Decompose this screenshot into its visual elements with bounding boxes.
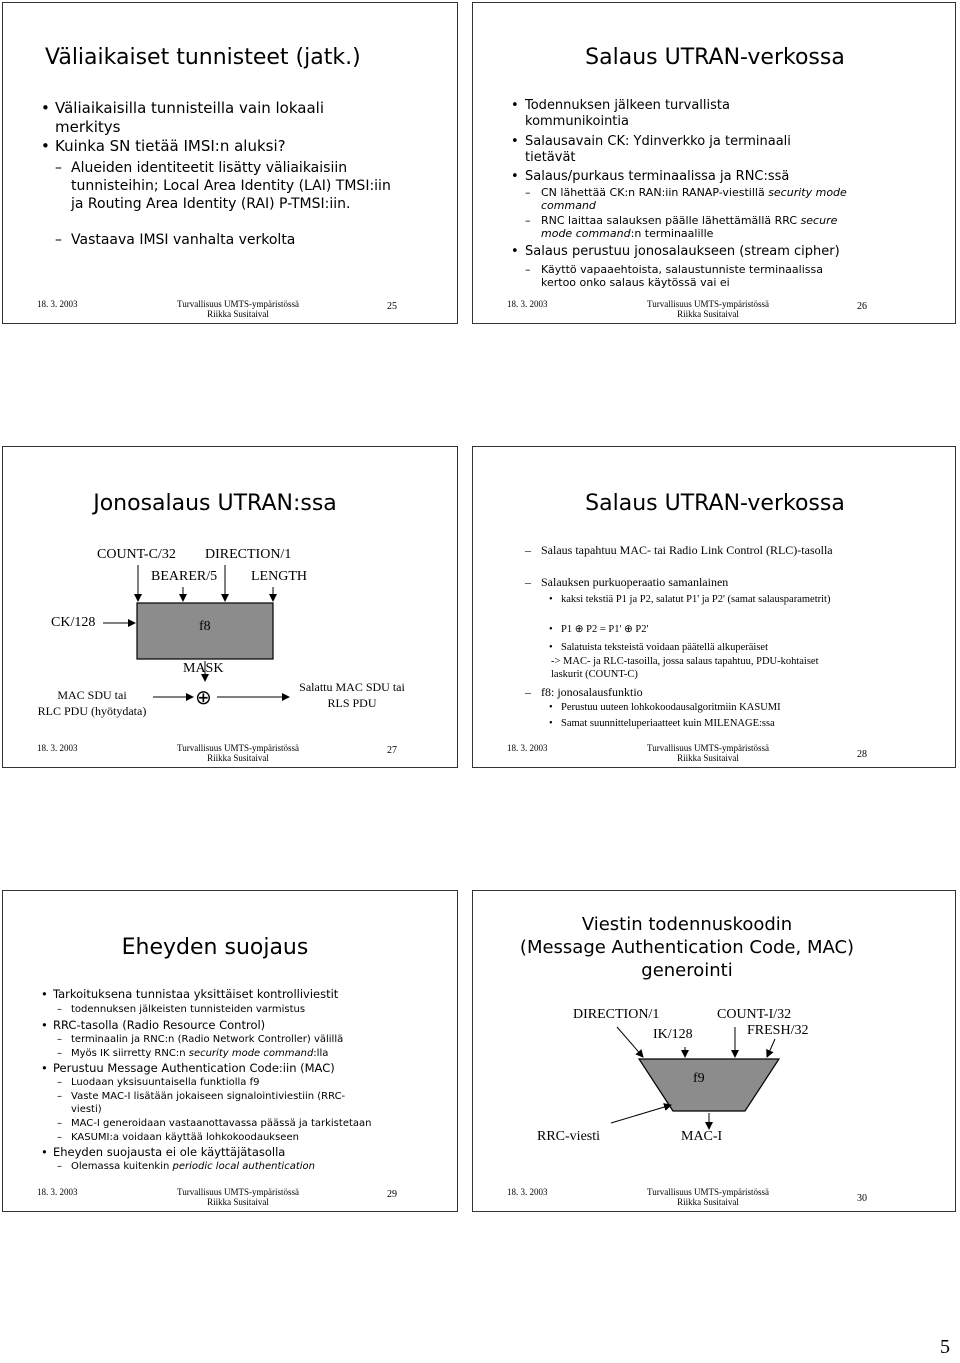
slide-27 — [2, 446, 458, 768]
input-data: MAC SDU tai RLC PDU (hyötydata) — [37, 688, 147, 718]
sub-bullet: – MAC-I generoidaan vastaanottavassa päässä ja tarkistetaan — [57, 1118, 372, 1129]
count-label: COUNT-C/32 — [97, 547, 176, 562]
bullet: • Eheyden suojausta ei ole käyttäjätasolla — [41, 1145, 286, 1159]
footer-date: 18. 3. 2003 — [37, 299, 78, 309]
bullet: • Perustuu Message Authentication Code:iin (MAC) — [41, 1061, 335, 1075]
length-label: LENGTH — [251, 569, 307, 584]
list-item: • Samat suunnitteluperiaatteet kuin MILENAGE:ssa — [549, 718, 775, 729]
ck-label: CK/128 — [51, 615, 96, 630]
bullet: • Tarkoituksena tunnistaa yksittäiset kontrolliviestit — [41, 987, 339, 1001]
rrc-label: RRC-viesti — [537, 1129, 601, 1144]
footer-course: Turvallisuus UMTS-ympäristössä Riikka Susitaival — [647, 299, 769, 319]
footer-course: Turvallisuus UMTS-ympäristössä Riikka Susitaival — [177, 743, 299, 763]
sub-bullet: – terminaalin ja RNC:n (Radio Network Controller) välillä — [57, 1034, 344, 1045]
slide-title: Väliaikaiset tunnisteet (jatk.) — [45, 45, 361, 70]
direction-label: DIRECTION/1 — [205, 547, 292, 562]
sub-bullet: – KASUMI:a voidaan käyttää lohkokoodaukseen — [57, 1132, 299, 1143]
bullet: • Todennuksen jälkeen turvallista kommunikointia — [511, 98, 730, 129]
sub-bullet: – RNC laittaa salauksen päälle lähettämällä RRC secure mode command:n terminaalille — [525, 214, 838, 240]
slide-28 — [472, 446, 956, 768]
slide-title: Salaus UTRAN-verkossa — [585, 45, 845, 70]
fresh-label: FRESH/32 — [747, 1023, 809, 1038]
maci-label: MAC-I — [681, 1129, 723, 1144]
bullet: • Salaus perustuu jonosalaukseen (stream cipher) — [511, 244, 840, 259]
f8-label: f8 — [199, 619, 211, 634]
direction-label: DIRECTION/1 — [573, 1007, 660, 1022]
slide-title: Jonosalaus UTRAN:ssa — [93, 491, 337, 516]
f9-label: f9 — [693, 1071, 705, 1086]
sub-bullet: – Myös IK siirretty RNC:n security mode command:lla — [57, 1048, 329, 1059]
list-item: • Perustuu uuteen lohkokoodausalgoritmiin KASUMI — [549, 702, 781, 713]
output-data: Salattu MAC SDU tai RLS PDU — [299, 680, 405, 710]
slide-25 — [2, 2, 458, 324]
mac-diagram-lines — [473, 891, 957, 1213]
list-item: • Salatuista teksteistä voidaan päätellä alkuperäiset — [549, 642, 769, 653]
slide-number: 25 — [387, 301, 397, 312]
bullet: • Kuinka SN tietää IMSI:n aluksi? — [41, 137, 286, 155]
footer-course: Turvallisuus UMTS-ympäristössä Riikka Susitaival — [177, 299, 299, 319]
bullet: • Väliaikaisilla tunnisteilla vain lokaali merkitys — [41, 99, 324, 136]
footer-course: Turvallisuus UMTS-ympäristössä Riikka Susitaival — [647, 1187, 769, 1207]
list-item: – Salauksen purkuoperaatio samanlainen — [525, 575, 729, 589]
slide-30 — [472, 890, 956, 1212]
footer-date: 18. 3. 2003 — [507, 1187, 548, 1197]
sub-bullet: – Alueiden identiteetit lisätty väliaikaisiin tunnisteihin; Local Area Identity (LAI) TMSI:iin ja Routing Area Identity (RAI) P-TMSI:iin. — [55, 160, 391, 212]
mask-label: MASK — [183, 661, 224, 676]
list-item: – f8: jonosalausfunktio — [525, 685, 643, 699]
list-item: • kaksi tekstiä P1 ja P2, salatut P1' ja P2' (samat salausparametrit) — [549, 594, 831, 605]
footer-date: 18. 3. 2003 — [37, 1187, 78, 1197]
slide-number: 29 — [387, 1189, 397, 1200]
sub-bullet: – CN lähettää CK:n RAN:iin RANAP-viestillä security mode command — [525, 186, 847, 212]
footer-date: 18. 3. 2003 — [507, 299, 548, 309]
ik-label: IK/128 — [653, 1027, 693, 1042]
slide-26 — [472, 2, 956, 324]
slide-title: Viestin todennuskoodin (Message Authentication Code, MAC) generointi — [519, 914, 855, 981]
slide-29 — [2, 890, 458, 1212]
bullet: • Salaus/purkaus terminaalissa ja RNC:ssä — [511, 169, 790, 184]
sub-bullet: – Käyttö vapaaehtoista, salaustunniste terminaalissa kertoo onko salaus käytössä vai ei — [525, 263, 823, 289]
sub-bullet: – Vastaava IMSI vanhalta verkolta — [55, 232, 296, 248]
slide-title: Eheyden suojaus — [121, 935, 309, 960]
sub-bullet: – Luodaan yksisuuntaisella funktiolla f9 — [57, 1077, 260, 1088]
slide-number: 26 — [857, 301, 867, 312]
list-item: -> MAC- ja RLC-tasoilla, jossa salaus tapahtuu, PDU-kohtaiset laskurit (COUNT-C) — [551, 656, 819, 680]
footer-date: 18. 3. 2003 — [37, 743, 78, 753]
sub-bullet: – Olemassa kuitenkin periodic local authentication — [57, 1161, 315, 1172]
slide-title: Salaus UTRAN-verkossa — [585, 491, 845, 516]
f9-box — [639, 1059, 779, 1111]
sub-bullet: – Vaste MAC-I lisätään jokaiseen signalointiviestiin (RRC-viesti) — [57, 1091, 346, 1115]
slide-number: 28 — [857, 749, 867, 760]
xor-symbol: ⊕ — [195, 685, 212, 709]
bearer-label: BEARER/5 — [151, 569, 218, 584]
cipher-diagram-lines — [3, 447, 459, 769]
sub-bullet: – todennuksen jälkeisten tunnisteiden varmistus — [57, 1004, 306, 1015]
slide-number: 30 — [857, 1193, 867, 1204]
footer-course: Turvallisuus UMTS-ympäristössä Riikka Susitaival — [647, 743, 769, 763]
bullet: • RRC-tasolla (Radio Resource Control) — [41, 1018, 266, 1032]
bullet: • Salausavain CK: Ydinverkko ja terminaali tietävät — [511, 134, 791, 165]
slide-number: 27 — [387, 745, 397, 756]
list-item: • P1 ⊕ P2 = P1' ⊕ P2' — [549, 624, 649, 635]
footer-course: Turvallisuus UMTS-ympäristössä Riikka Susitaival — [177, 1187, 299, 1207]
count-label: COUNT-I/32 — [717, 1007, 792, 1022]
footer-date: 18. 3. 2003 — [507, 743, 548, 753]
list-item: – Salaus tapahtuu MAC- tai Radio Link Control (RLC)-tasolla — [525, 543, 833, 557]
page-number: 5 — [940, 1336, 950, 1358]
